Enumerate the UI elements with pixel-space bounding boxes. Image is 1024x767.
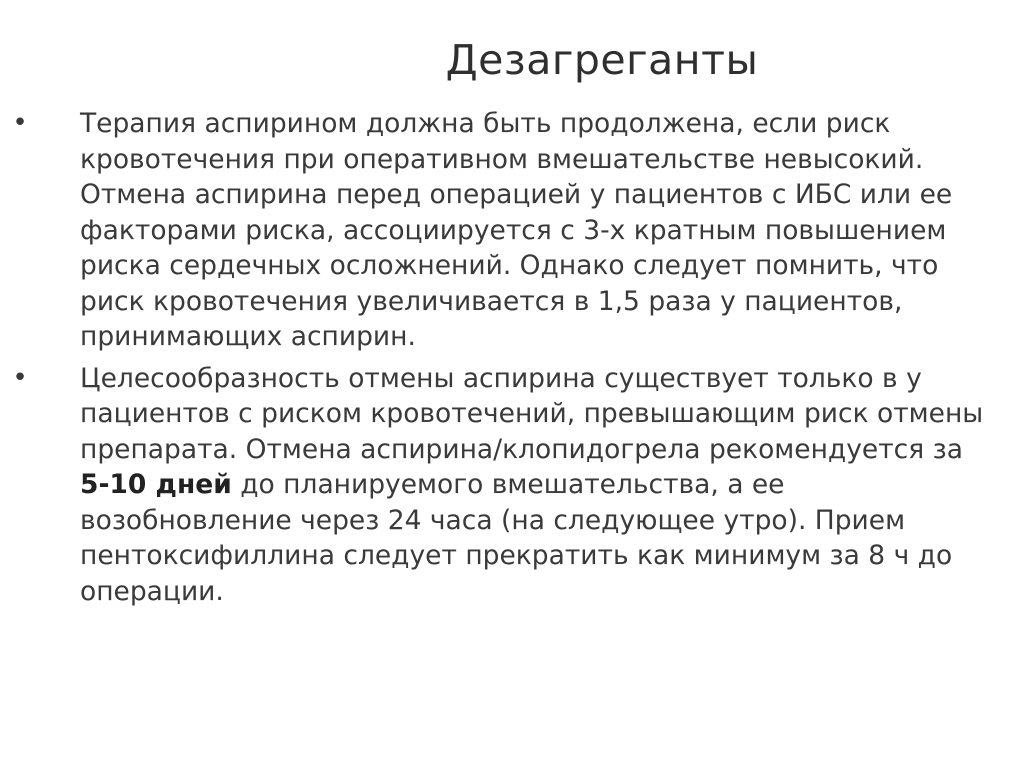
bullet-text-emphasis: 5-10 дней (80, 469, 232, 500)
bullet-text-after: до планируемого вмешательства, а ее возобновление через 24 часа (на следующее утро). Прием пентоксифиллина следует прекратить как минимум за 8 ч до операции. (80, 469, 953, 607)
bullet-text: Терапия аспирином должна быть продолжена, если риск кровотечения при оперативном вмешательстве невысокий. Отмена аспирина перед операцией у пациентов с ИБС или ее факторами риска, ассоциируется с 3-х кратным повышением риска сердечных осложнений. Однако следует помнить, что риск кровотечения увеличивается в 1,5 раза у пациентов, принимающих аспирин. (80, 108, 953, 352)
bullet-icon: • (12, 362, 28, 393)
bullet-text (80, 363, 983, 607)
bullet-item-aspirin-continuation (0, 106, 1024, 355)
bullet-icon: • (12, 108, 28, 138)
bullet-list (0, 106, 1024, 615)
slide-title: Дезагреганты (445, 36, 759, 84)
bullet-item-aspirin-withdrawal (0, 361, 1024, 610)
bullet-text-before: Целесообразность отмены аспирина существует только в у пациентов с риском кровотечений, превышающим риск отмены препарата. Отмена аспирина/клопидогрела рекомендуется за (80, 362, 984, 465)
